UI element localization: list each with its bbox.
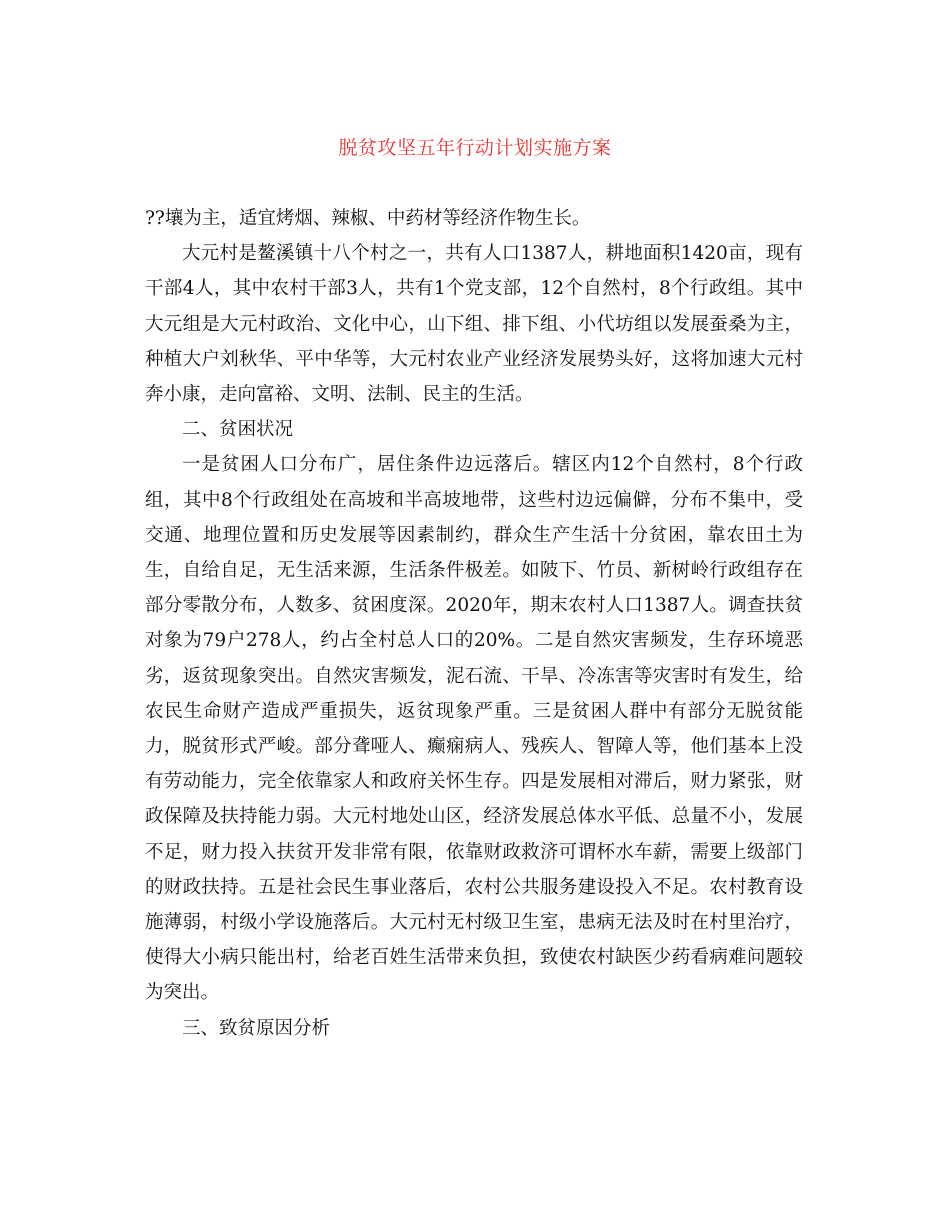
paragraph-continuation: ??壤为主，适宜烤烟、辣椒、中药材等经济作物生长。 xyxy=(145,208,591,229)
section-heading-poverty-status: 二、贫困状况 xyxy=(182,419,294,441)
document-body xyxy=(145,201,803,1046)
document-title: 脱贫攻坚五年行动计划实施方案 xyxy=(338,137,612,159)
paragraph-village-overview: 大元村是鳌溪镇十八个村之一，共有人口1387人，耕地面积1420亩，现有干部4人，其中农村干部3人，共有1个党支部，12个自然村，8个行政组。其中大元组是大元村政治、文化中心，山下组、排下组、小代坊组以发展蚕桑为主，种植大户刘秋华、平中华等，大元村农业产业经济发展势头好，这将加速大元村奔小康，走向富裕、文明、法制、民主的生活。 xyxy=(145,243,803,406)
section-heading-poverty-causes: 三、致贫原因分析 xyxy=(182,1017,331,1039)
paragraph-poverty-status: 一是贫困人口分布广，居住条件边远落后。辖区内12个自然村，8个行政组，其中8个行政组处在高坡和半高坡地带，这些村边远偏僻，分布不集中，受交通、地理位置和历史发展等因素制约，群众生产生活十分贫困，靠农田土为生，自给自足，无生活来源，生活条件极差。如陂下、竹员、新树岭行政组存在部分零散分布，人数多、贫困度深。2020年，期末农村人口1387人。调查扶贫对象为79户278人，约占全村总人口的20%。二是自然灾害频发，生存环境恶劣，返贫现象突出。自然灾害频发，泥石流、干旱、冷冻害等灾害时有发生，给农民生命财产造成严重损失，返贫现象严重。三是贫困人群中有部分无脱贫能力，脱贫形式严峻。部分聋哑人、癫痫病人、残疾人、智障人等，他们基本上没有劳动能力，完全依靠家人和政府关怀生存。四是发展相对滞后，财力紧张，财政保障及扶持能力弱。大元村地处山区，经济发展总体水平低、总量不小，发展不足，财力投入扶贫开发非常有限，依靠财政救济可谓杯水车薪，需要上级部门的财政扶持。五是社会民生事业落后，农村公共服务建设投入不足。农村教育设施薄弱，村级小学设施落后。大元村无村级卫生室，患病无法及时在村里治疗，使得大小病只能出村，给老百姓生活带来负担，致使农村缺医少药看病难问题较为突出。 xyxy=(145,454,803,1004)
